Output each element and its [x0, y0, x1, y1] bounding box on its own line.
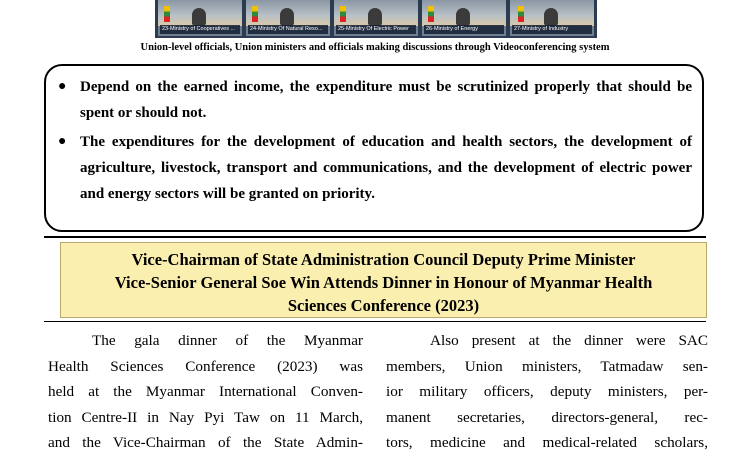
bullet-line: Depend on the earned income, the expenditure must be scrutinized properly that [80, 79, 623, 95]
headline-line: Vice-Chairman of State Administration Council Deputy Prime Minister [131, 250, 636, 269]
article-line: Health Sciences Conference (2023) was [48, 357, 363, 375]
article-line: held at the Myanmar International Conven- [48, 383, 363, 400]
video-tile-caption: 23-Ministry of Cooperatives ... [160, 25, 240, 34]
bullet-item [58, 74, 692, 126]
article-line: manent secretaries, directors-general, rec- [386, 408, 708, 426]
video-tile-caption: 27-Ministry of Industry [512, 25, 592, 34]
article-line: members, Union ministers, Tatmadaw sen- [386, 357, 708, 375]
video-tile-caption: 25-Ministry Of Electric Power [336, 25, 416, 34]
article-line: The gala dinner of the Myanmar [92, 332, 363, 349]
article-line: ior military officers, deputy ministers, per- [386, 383, 708, 400]
bullet-line: should be spent or should not. [80, 79, 692, 121]
video-tile [422, 0, 506, 36]
video-tile [158, 0, 242, 36]
article-column-right [386, 328, 708, 456]
divider [44, 236, 706, 238]
video-tile [334, 0, 418, 36]
photo-caption: Union-level officials, Union ministers and officials making discussions through Videoconferencing system [140, 42, 610, 53]
videoconference-photo [155, 0, 597, 38]
video-tile [246, 0, 330, 36]
bullet-item [58, 129, 692, 207]
article-line: and the Vice-Chairman of the State Admin- [48, 434, 363, 451]
bullet-line: development of electric power and energy sectors will be granted on priority. [80, 160, 692, 202]
article-line: tors, medicine and medical-related scholars, [386, 434, 708, 451]
bullet-icon: ● [58, 134, 67, 149]
divider [44, 321, 706, 322]
video-tile [510, 0, 594, 36]
bullet-line: development of agriculture, livestock, transport and communications, and the [80, 134, 692, 176]
headline-line: Vice-Senior General Soe Win Attends Dinner in Honour of Myanmar Health [114, 273, 653, 292]
video-tile-caption: 24-Ministry Of Natural Reso... [248, 25, 328, 34]
bullet-icon: ● [58, 79, 67, 94]
article-column-left [48, 328, 363, 456]
article-line: Also present at the dinner were SAC [430, 332, 708, 349]
highlight-box [44, 64, 704, 232]
article-line: tion Centre-II in Nay Pyi Taw on 11 March, [48, 408, 363, 426]
bullet-line: The expenditures for the development of education and health sectors, the [80, 134, 584, 150]
headline-line: Sciences Conference (2023) [287, 296, 480, 315]
video-tile-caption: 26-Ministry of Energy [424, 25, 504, 34]
article-headline [60, 242, 707, 318]
